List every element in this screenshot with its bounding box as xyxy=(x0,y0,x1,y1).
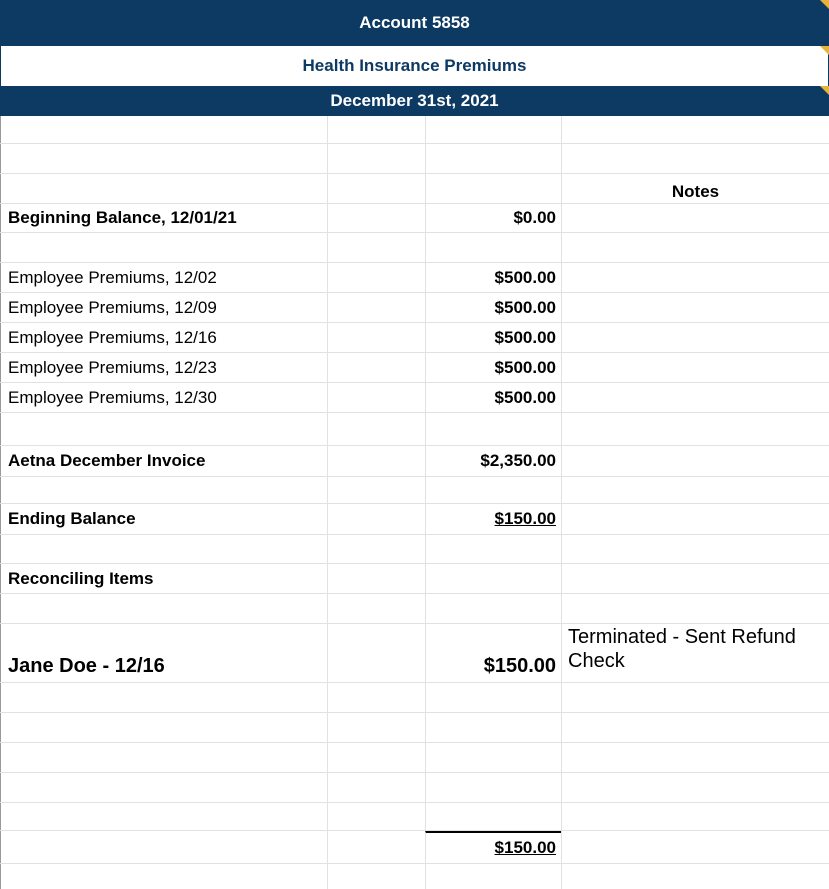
cell[interactable] xyxy=(561,683,829,712)
cell[interactable] xyxy=(327,116,425,143)
cell[interactable] xyxy=(0,831,327,863)
cell[interactable] xyxy=(561,413,829,445)
reconciling-item-label[interactable]: Jane Doe - 12/16 xyxy=(0,624,327,682)
cell[interactable] xyxy=(327,144,425,173)
cell[interactable] xyxy=(0,743,327,772)
invoice-label[interactable]: Aetna December Invoice xyxy=(0,446,327,476)
cell[interactable] xyxy=(425,713,561,742)
cell[interactable] xyxy=(561,446,829,476)
cell[interactable] xyxy=(327,683,425,712)
table-row xyxy=(0,477,829,504)
cell[interactable] xyxy=(425,594,561,623)
invoice-amount[interactable]: $2,350.00 xyxy=(425,446,561,476)
report-subtitle: Health Insurance Premiums xyxy=(302,56,527,75)
date-cell[interactable] xyxy=(0,86,829,116)
cell[interactable] xyxy=(561,144,829,173)
cell[interactable] xyxy=(561,233,829,262)
cell[interactable] xyxy=(327,743,425,772)
cell[interactable] xyxy=(327,174,425,203)
cell[interactable] xyxy=(561,564,829,593)
cell[interactable] xyxy=(327,323,425,352)
table-row xyxy=(0,446,829,477)
cell[interactable] xyxy=(0,773,327,802)
table-row xyxy=(0,233,829,263)
cell[interactable] xyxy=(0,413,327,445)
cell[interactable] xyxy=(0,144,327,173)
reconciling-item-note[interactable]: Terminated - Sent Refund Check xyxy=(561,624,829,682)
table-row xyxy=(0,743,829,773)
cell[interactable] xyxy=(327,263,425,292)
table-row xyxy=(0,383,829,413)
cell[interactable] xyxy=(425,564,561,593)
table-row xyxy=(0,713,829,743)
ending-balance-label[interactable]: Ending Balance xyxy=(0,504,327,534)
premium-label[interactable]: Employee Premiums, 12/16 xyxy=(0,323,327,352)
beginning-balance-label[interactable]: Beginning Balance, 12/01/21 xyxy=(0,204,327,232)
cell[interactable] xyxy=(327,353,425,382)
cell[interactable] xyxy=(561,383,829,412)
cell[interactable] xyxy=(561,477,829,503)
table-row xyxy=(0,116,829,144)
notes-column-header[interactable]: Notes xyxy=(561,174,829,203)
cell[interactable] xyxy=(327,864,425,889)
cell[interactable] xyxy=(327,504,425,534)
cell[interactable] xyxy=(425,116,561,143)
cell[interactable] xyxy=(327,535,425,563)
cell[interactable] xyxy=(327,293,425,322)
table-row xyxy=(0,174,829,204)
cell[interactable] xyxy=(425,144,561,173)
cell[interactable] xyxy=(561,743,829,772)
table-row xyxy=(0,624,829,683)
cell[interactable] xyxy=(561,803,829,830)
reconciling-item-amount[interactable]: $150.00 xyxy=(425,624,561,682)
cell[interactable] xyxy=(561,713,829,742)
cell[interactable] xyxy=(425,743,561,772)
comment-marker-icon[interactable] xyxy=(820,0,829,9)
cell[interactable] xyxy=(0,535,327,563)
premium-label[interactable]: Employee Premiums, 12/09 xyxy=(0,293,327,322)
cell[interactable] xyxy=(0,713,327,742)
cell[interactable] xyxy=(425,803,561,830)
premium-label[interactable]: Employee Premiums, 12/30 xyxy=(0,383,327,412)
comment-marker-icon[interactable] xyxy=(820,46,829,55)
cell[interactable] xyxy=(425,413,561,445)
cell[interactable] xyxy=(561,831,829,863)
cell[interactable] xyxy=(327,803,425,830)
account-title-cell[interactable] xyxy=(0,0,829,46)
cell[interactable] xyxy=(327,831,425,863)
cell[interactable] xyxy=(561,293,829,322)
table-row xyxy=(0,504,829,535)
table-row xyxy=(0,323,829,353)
cell[interactable] xyxy=(561,263,829,292)
cell[interactable] xyxy=(425,174,561,203)
account-title: Account 5858 xyxy=(359,13,470,32)
reconciling-total-amount[interactable]: $150.00 xyxy=(425,831,561,863)
cell[interactable] xyxy=(327,477,425,503)
cell[interactable] xyxy=(327,773,425,802)
report-date: December 31st, 2021 xyxy=(330,91,499,110)
cell[interactable] xyxy=(425,477,561,503)
cell[interactable] xyxy=(561,353,829,382)
cell[interactable] xyxy=(425,773,561,802)
table-row xyxy=(0,144,829,174)
table-row xyxy=(0,594,829,624)
table-row xyxy=(0,353,829,383)
cell[interactable] xyxy=(0,116,327,143)
cell[interactable] xyxy=(561,504,829,534)
cell[interactable] xyxy=(0,683,327,712)
cell[interactable] xyxy=(561,594,829,623)
cell[interactable] xyxy=(327,383,425,412)
premium-label[interactable]: Employee Premiums, 12/23 xyxy=(0,353,327,382)
cell[interactable] xyxy=(425,233,561,262)
cell[interactable] xyxy=(561,323,829,352)
cell[interactable] xyxy=(425,683,561,712)
cell[interactable] xyxy=(327,564,425,593)
premium-amount[interactable]: $500.00 xyxy=(425,353,561,382)
cell[interactable] xyxy=(327,594,425,623)
cell[interactable] xyxy=(425,535,561,563)
table-row xyxy=(0,864,829,889)
cell[interactable] xyxy=(0,594,327,623)
cell[interactable] xyxy=(0,864,327,889)
cell[interactable] xyxy=(0,174,327,203)
cell[interactable] xyxy=(327,204,425,232)
table-row xyxy=(0,831,829,864)
cell[interactable] xyxy=(561,535,829,563)
table-row xyxy=(0,413,829,446)
cell[interactable] xyxy=(561,773,829,802)
premium-amount[interactable]: $500.00 xyxy=(425,263,561,292)
cell[interactable] xyxy=(561,864,829,889)
cell[interactable] xyxy=(327,713,425,742)
comment-marker-icon[interactable] xyxy=(820,86,829,95)
cell[interactable] xyxy=(561,204,829,232)
cell[interactable] xyxy=(327,624,425,682)
table-row xyxy=(0,564,829,594)
premium-amount[interactable]: $500.00 xyxy=(425,323,561,352)
cell[interactable] xyxy=(425,864,561,889)
reconciling-items-header[interactable]: Reconciling Items xyxy=(0,564,327,593)
cell[interactable] xyxy=(327,446,425,476)
table-row xyxy=(0,293,829,323)
cell[interactable] xyxy=(561,116,829,143)
cell[interactable] xyxy=(0,803,327,830)
cell[interactable] xyxy=(0,477,327,503)
table-row xyxy=(0,535,829,564)
cell[interactable] xyxy=(327,233,425,262)
table-row xyxy=(0,773,829,803)
beginning-balance-amount[interactable]: $0.00 xyxy=(425,204,561,232)
premium-amount[interactable]: $500.00 xyxy=(425,383,561,412)
cell[interactable] xyxy=(0,233,327,262)
table-row xyxy=(0,803,829,831)
premium-label[interactable]: Employee Premiums, 12/02 xyxy=(0,263,327,292)
premium-amount[interactable]: $500.00 xyxy=(425,293,561,322)
subtitle-cell[interactable] xyxy=(0,46,829,86)
ending-balance-amount[interactable]: $150.00 xyxy=(425,504,561,534)
table-row xyxy=(0,204,829,233)
table-row xyxy=(0,683,829,713)
table-row xyxy=(0,263,829,293)
cell[interactable] xyxy=(327,413,425,445)
